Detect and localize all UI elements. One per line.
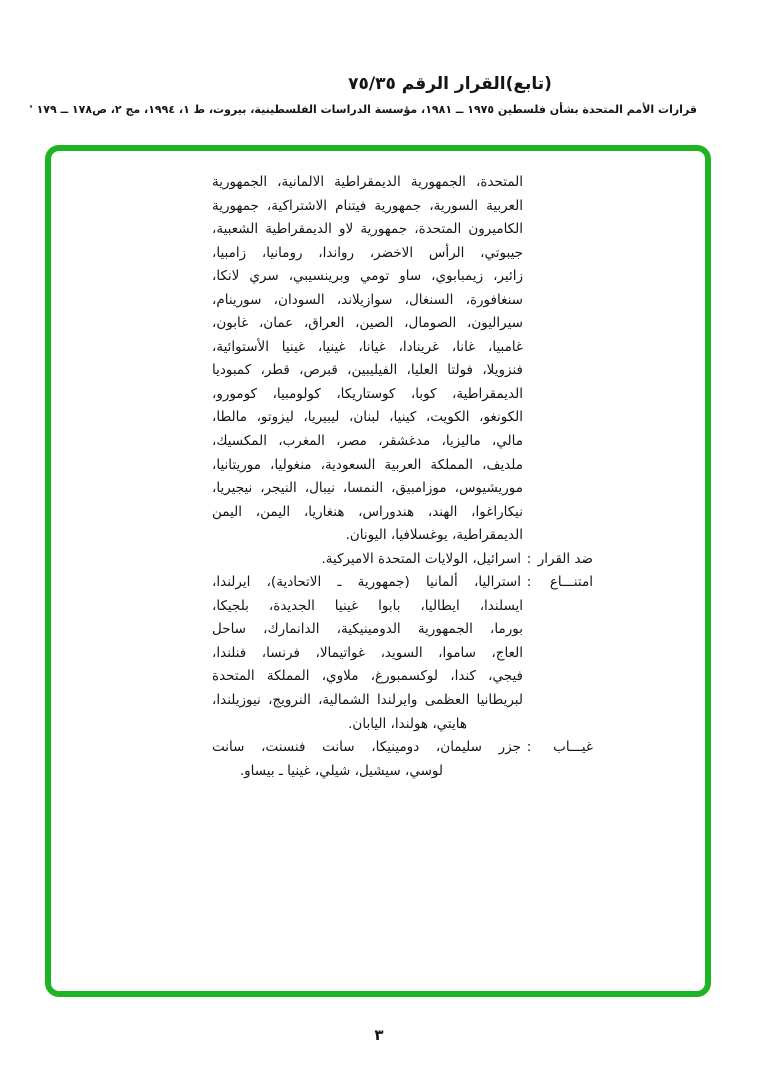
citation-line: قرارات الأمم المتحدة بشأن فلسطين ١٩٧٥ ــ ١٩٨١، مؤسسة الدراسات الفلسطينية، بيروت، ط ١، ١٩٩٤، مج ٢، ص١٧٨ ــ ١٧٩ ' bbox=[29, 103, 697, 116]
in-favor-line: موريشيوس، موزامبيق، النمسا، نيبال، النيجر، نيجيريا، bbox=[212, 480, 523, 497]
absent-row bbox=[212, 736, 593, 760]
in-favor-line: مالي، ماليزيا، مدغشقر، مصر، المغرب، المكسيك، bbox=[212, 433, 523, 450]
in-favor-line: جيبوتي، الرأس الاخضر، رواندا، رومانيا، زامبيا، bbox=[212, 244, 523, 261]
absent-label: غيـــاب bbox=[553, 739, 593, 756]
abstain-label: امتنـــاع bbox=[549, 574, 593, 591]
in-favor-line: زائير، زيمبابوي، ساو تومي وبرينسيبي، سري لانكا، bbox=[212, 268, 523, 285]
abstain-line: لبريطانيا العظمى وايرلندا الشمالية، النرويج، نيوزيلندا، bbox=[212, 692, 523, 709]
colon-separator: : bbox=[526, 574, 532, 591]
abstain-row bbox=[212, 571, 593, 595]
in-favor-line: فنزويلا، فولتا العليا، الفيليبين، قبرص، قطر، كمبوديا bbox=[212, 362, 523, 379]
abstain-line: استراليا، ألمانيا (جمهورية ـ الاتحادية)، ايرلندا، bbox=[212, 574, 521, 591]
voting-record bbox=[212, 171, 593, 783]
in-favor-line: الديمقراطية، يوغسلافيا، اليونان. bbox=[345, 527, 523, 544]
in-favor-line: نيكاراغوا، الهند، هندوراس، هنغاريا، اليمن، اليمن bbox=[212, 503, 523, 520]
absent-line: لوسي، سيشيل، شيلي، غينيا ـ بيساو. bbox=[239, 762, 443, 779]
against-countries: اسرائيل، الولايات المتحدة الاميركية. bbox=[321, 550, 521, 567]
abstain-line: بورما، الجمهورية الدومينيكية، الدانمارك، ساحل bbox=[212, 621, 523, 638]
colon-separator: : bbox=[526, 739, 532, 756]
page-number: ٣ bbox=[374, 1026, 384, 1044]
in-favor-line: غامبيا، غانا، غرينادا، غيانا، غينيا، غينيا الأستوائية، bbox=[212, 338, 523, 355]
in-favor-line: الكاميرون المتحدة، جمهورية لاو الديمقراطية الشعبية، bbox=[212, 221, 523, 238]
abstain-line: فيجي، كندا، لوكسمبورغ، ملاوي، المملكة المتحدة bbox=[212, 668, 523, 685]
in-favor-line: سيراليون، الصومال، الصين، العراق، عمان، غابون، bbox=[212, 315, 523, 332]
against-row bbox=[212, 548, 593, 572]
in-favor-line: سنغافورة، السنغال، سوازيلاند، السودان، سورينام، bbox=[212, 291, 523, 308]
in-favor-line: الكونغو، الكويت، كينيا، لبنان، ليبيريا، ليزوتو، مالطا، bbox=[212, 409, 523, 426]
in-favor-line: الديمقراطية، كوبا، كوستاريكا، كولومبيا، كومورو، bbox=[212, 385, 523, 402]
in-favor-line: المتحدة، الجمهورية الديمقراطية الالمانية، الجمهورية bbox=[212, 174, 523, 190]
colon-separator: : bbox=[526, 550, 532, 567]
against-label: ضد القرار bbox=[537, 550, 593, 567]
abstain-line: هايتي، هولندا، اليابان. bbox=[348, 715, 467, 732]
absent-line: جزر سليمان، دومينيكا، سانت فنسنت، سانت bbox=[212, 739, 521, 756]
abstain-line: العاج، ساموا، السويد، غواتيمالا، فرنسا، فنلندا، bbox=[212, 644, 523, 661]
in-favor-line: العربية السورية، جمهورية فيتنام الاشتراكية، جمهورية bbox=[212, 197, 523, 214]
in-favor-line: ملديف، المملكة العربية السعودية، منغوليا، موريتانيا، bbox=[212, 456, 523, 473]
page-title: (تابع)القرار الرقم ٧٥/٣٥ bbox=[348, 74, 552, 94]
abstain-line: ايسلندا، ايطاليا، بابوا غينيا الجديدة، بلجيكا، bbox=[212, 597, 523, 614]
